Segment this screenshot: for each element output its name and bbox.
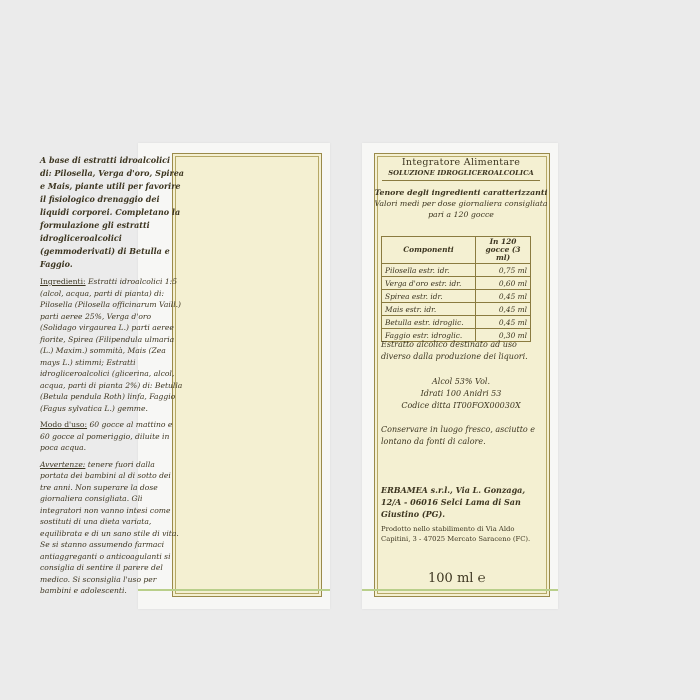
table-row: [382, 290, 531, 303]
table-row: [382, 277, 531, 290]
usage-paragraph: [40, 419, 184, 454]
table-cell: Spirea estr. idr.: [382, 290, 476, 303]
ingredients-paragraph: [40, 276, 184, 414]
tenore-block: [374, 187, 548, 220]
volume-label: 100 ml ℮: [428, 571, 486, 586]
product-subtitle: SOLUZIONE IDROGLICEROALCOLICA: [388, 169, 534, 177]
green-edge-line: [362, 589, 558, 591]
table-cell: Betulla estr. idroglic.: [382, 316, 476, 329]
table-cell: Pilosella estr. idr.: [382, 264, 476, 277]
title-divider: [382, 180, 540, 181]
table-header-cell: In 120 gocce (3 ml): [476, 237, 531, 264]
left-label-frame: [172, 153, 322, 597]
valori-text: Valori medi per dose giornaliera consigliata pari a 120 gocce: [374, 199, 548, 219]
table-cell: 0,45 ml: [476, 316, 531, 329]
storage-text: Conservare in luogo fresco, asciutto e lontano da fonti di calore.: [381, 425, 536, 446]
manufacturer-text: ERBAMEA s.r.l., Via L. Gonzaga, 12/A - 06016 Selci Lama di San Giustino (PG).: [381, 485, 526, 519]
codice-text: Codice ditta IT00FOX00030X: [401, 401, 521, 410]
table-row: [382, 264, 531, 277]
left-label-text: [40, 154, 184, 602]
estratto-text: Estratto alcolico destinato ad uso diverso dalla produzione dei liquori.: [381, 340, 528, 361]
table-cell: 0,45 ml: [476, 290, 531, 303]
tenore-text: Tenore degli ingredienti caratterizzanti: [374, 188, 548, 197]
usage-label: Modo d'uso:: [40, 420, 88, 429]
table-cell: 0,60 ml: [476, 277, 531, 290]
table-cell: 0,75 ml: [476, 264, 531, 277]
alcol-text: Alcol 53% Vol.: [431, 377, 491, 386]
alcohol-info: [381, 376, 541, 412]
right-title-block: [374, 157, 548, 183]
product-category-title: Integratore Alimentare: [401, 157, 521, 168]
ingredients-table: [381, 236, 531, 342]
usage-text: 60 gocce al mattino e 60 gocce al pomeriggio, diluite in poca acqua.: [40, 420, 173, 452]
table-header-cell: Componenti: [382, 237, 476, 264]
table-cell: Mais estr. idr.: [382, 303, 476, 316]
ingredients-label: Ingredienti:: [40, 277, 86, 286]
production-site-text: Prodotto nello stabilimento di Via Aldo Capitini, 3 - 47025 Mercato Saraceno (FC).: [381, 525, 531, 543]
table-row: [382, 316, 531, 329]
table-cell: Verga d'oro estr. idr.: [382, 277, 476, 290]
intro-text: A base di estratti idroalcolici di: Pilosella, Verga d'oro, Spirea e Mais, piante utili per favorire il fisiologico drenaggio dei liquidi corporei. Completano la formulazione gli estratti idrogliceroalcolici (gemmoderivati) di Betulla e Faggio.: [40, 155, 184, 269]
table-cell: 0,30 ml: [476, 329, 531, 342]
warning-paragraph: [40, 459, 184, 597]
table-cell: 0,45 ml: [476, 303, 531, 316]
table-cell: Faggio estr. idroglic.: [382, 329, 476, 342]
ingredients-text: Estratti idroalcolici 1:5 (alcol, acqua, parti di pianta) di: Pilosella (Pilosella officinarum Vaill.) parti aeree 25%, Verga d'oro (Solidago virgaurea L.) parti aeree fiorite, Spirea (Filipendula ulmaria (L.) Maxim.) sommità, Mais (Zea mays L.) stimmi; Estratti idrogliceroalcolici (glicerina, alcol, acqua, parti di pianta 2%) di: Betulla (Betula pendula Roth) linfa, Faggio (Fagus sylvatica L.) gemme.: [40, 277, 183, 413]
warning-text: tenere fuori dalla portata dei bambini al di sotto dei tre anni. Non superare la dose giornaliera consigliata. Gli integratori non vanno intesi come sostituti di una dieta variata, equilibrata e di un sano stile di vita. Se si stanno assumendo farmaci antiaggreganti o anticoagulanti si consiglia di sentire il parere del medico. Si sconsiglia l'uso per bambini e adolescenti.: [40, 459, 179, 595]
table-header-row: [382, 237, 531, 264]
idrati-text: Idrati 100 Anidri 53: [420, 389, 502, 398]
warning-label: Avvertenze:: [40, 459, 86, 469]
table-row: [382, 303, 531, 316]
